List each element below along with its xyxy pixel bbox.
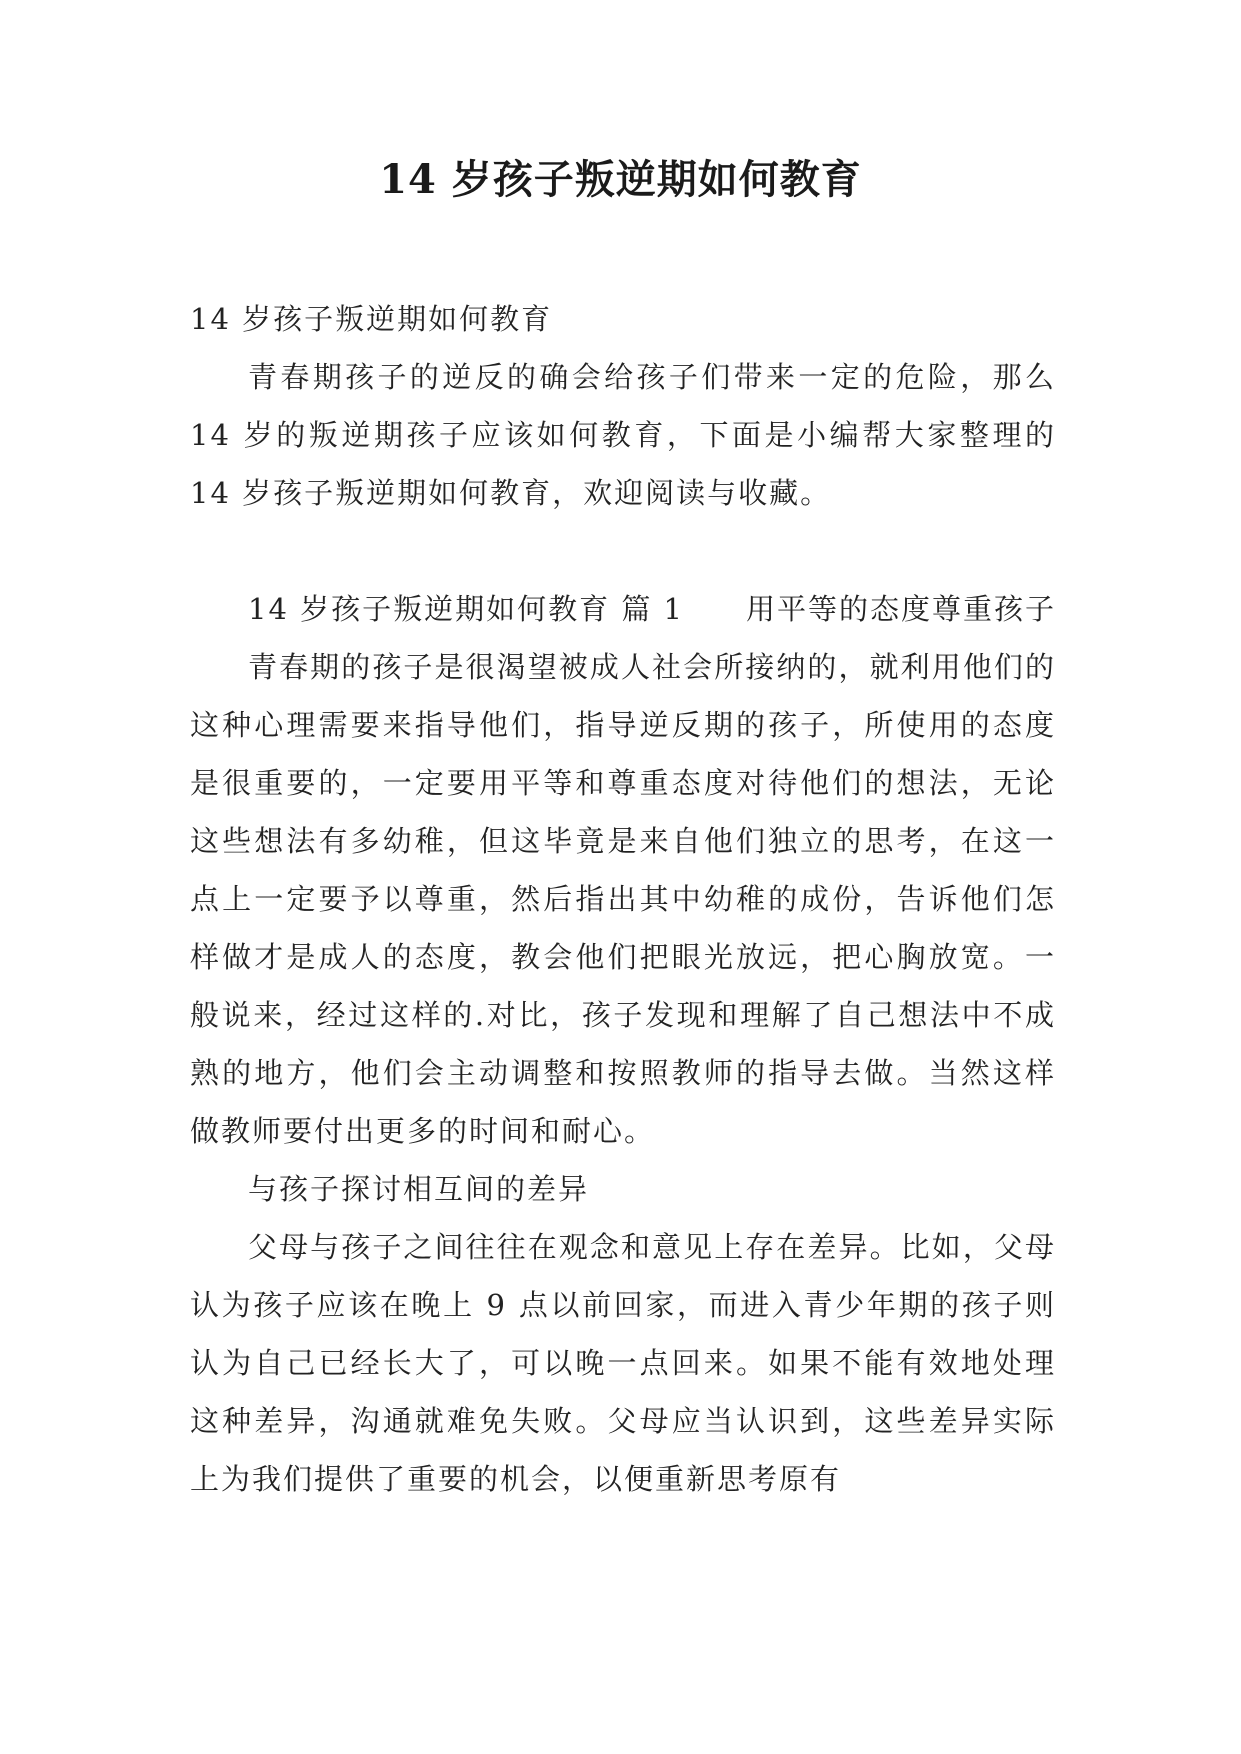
intro-paragraph: 青春期孩子的逆反的确会给孩子们带来一定的危险，那么 14 岁的叛逆期孩子应该如何教育，下面是小编帮大家整理的 14 岁孩子叛逆期如何教育，欢迎阅读与收藏。 <box>190 360 1056 510</box>
document-subtitle: 14 岁孩子叛逆期如何教育 <box>190 302 553 336</box>
document-title: 14 岁孩子叛逆期如何教育 <box>379 156 862 203</box>
body-paragraph: 父母与孩子之间往往在观念和意见上存在差异。比如，父母认为孩子应该在晚上 9 点以前回家，而进入青少年期的孩子则认为自己已经长大了，可以晚一点回来。如果不能有效地处理这种差异，沟通就难免失败。父母应当认识到，这些差异实际上为我们提供了重要的机会，以便重新思考原有 <box>190 1230 1056 1496</box>
body-paragraph: 青春期的孩子是很渴望被成人社会所接纳的，就利用他们的这种心理需要来指导他们，指导逆反期的孩子，所使用的态度是很重要的，一定要用平等和尊重态度对待他们的想法，无论这些想法有多幼稚，但这毕竟是来自他们独立的思考，在这一点上一定要予以尊重，然后指出其中幼稚的成份，告诉他们怎样做才是成人的态度，教会他们把眼光放远，把心胸放宽。一般说来，经过这样的.对比，孩子发现和理解了自己想法中不成熟的地方，他们会主动调整和按照教师的指导去做。当然这样做教师要付出更多的时间和耐心。 <box>190 650 1056 1148</box>
paragraph-spacer <box>190 522 1056 580</box>
section-heading: 14 岁孩子叛逆期如何教育 篇 1 用平等的态度尊重孩子 <box>248 592 1057 626</box>
document-body <box>190 290 1056 1508</box>
section-heading: 与孩子探讨相互间的差异 <box>248 1172 590 1206</box>
